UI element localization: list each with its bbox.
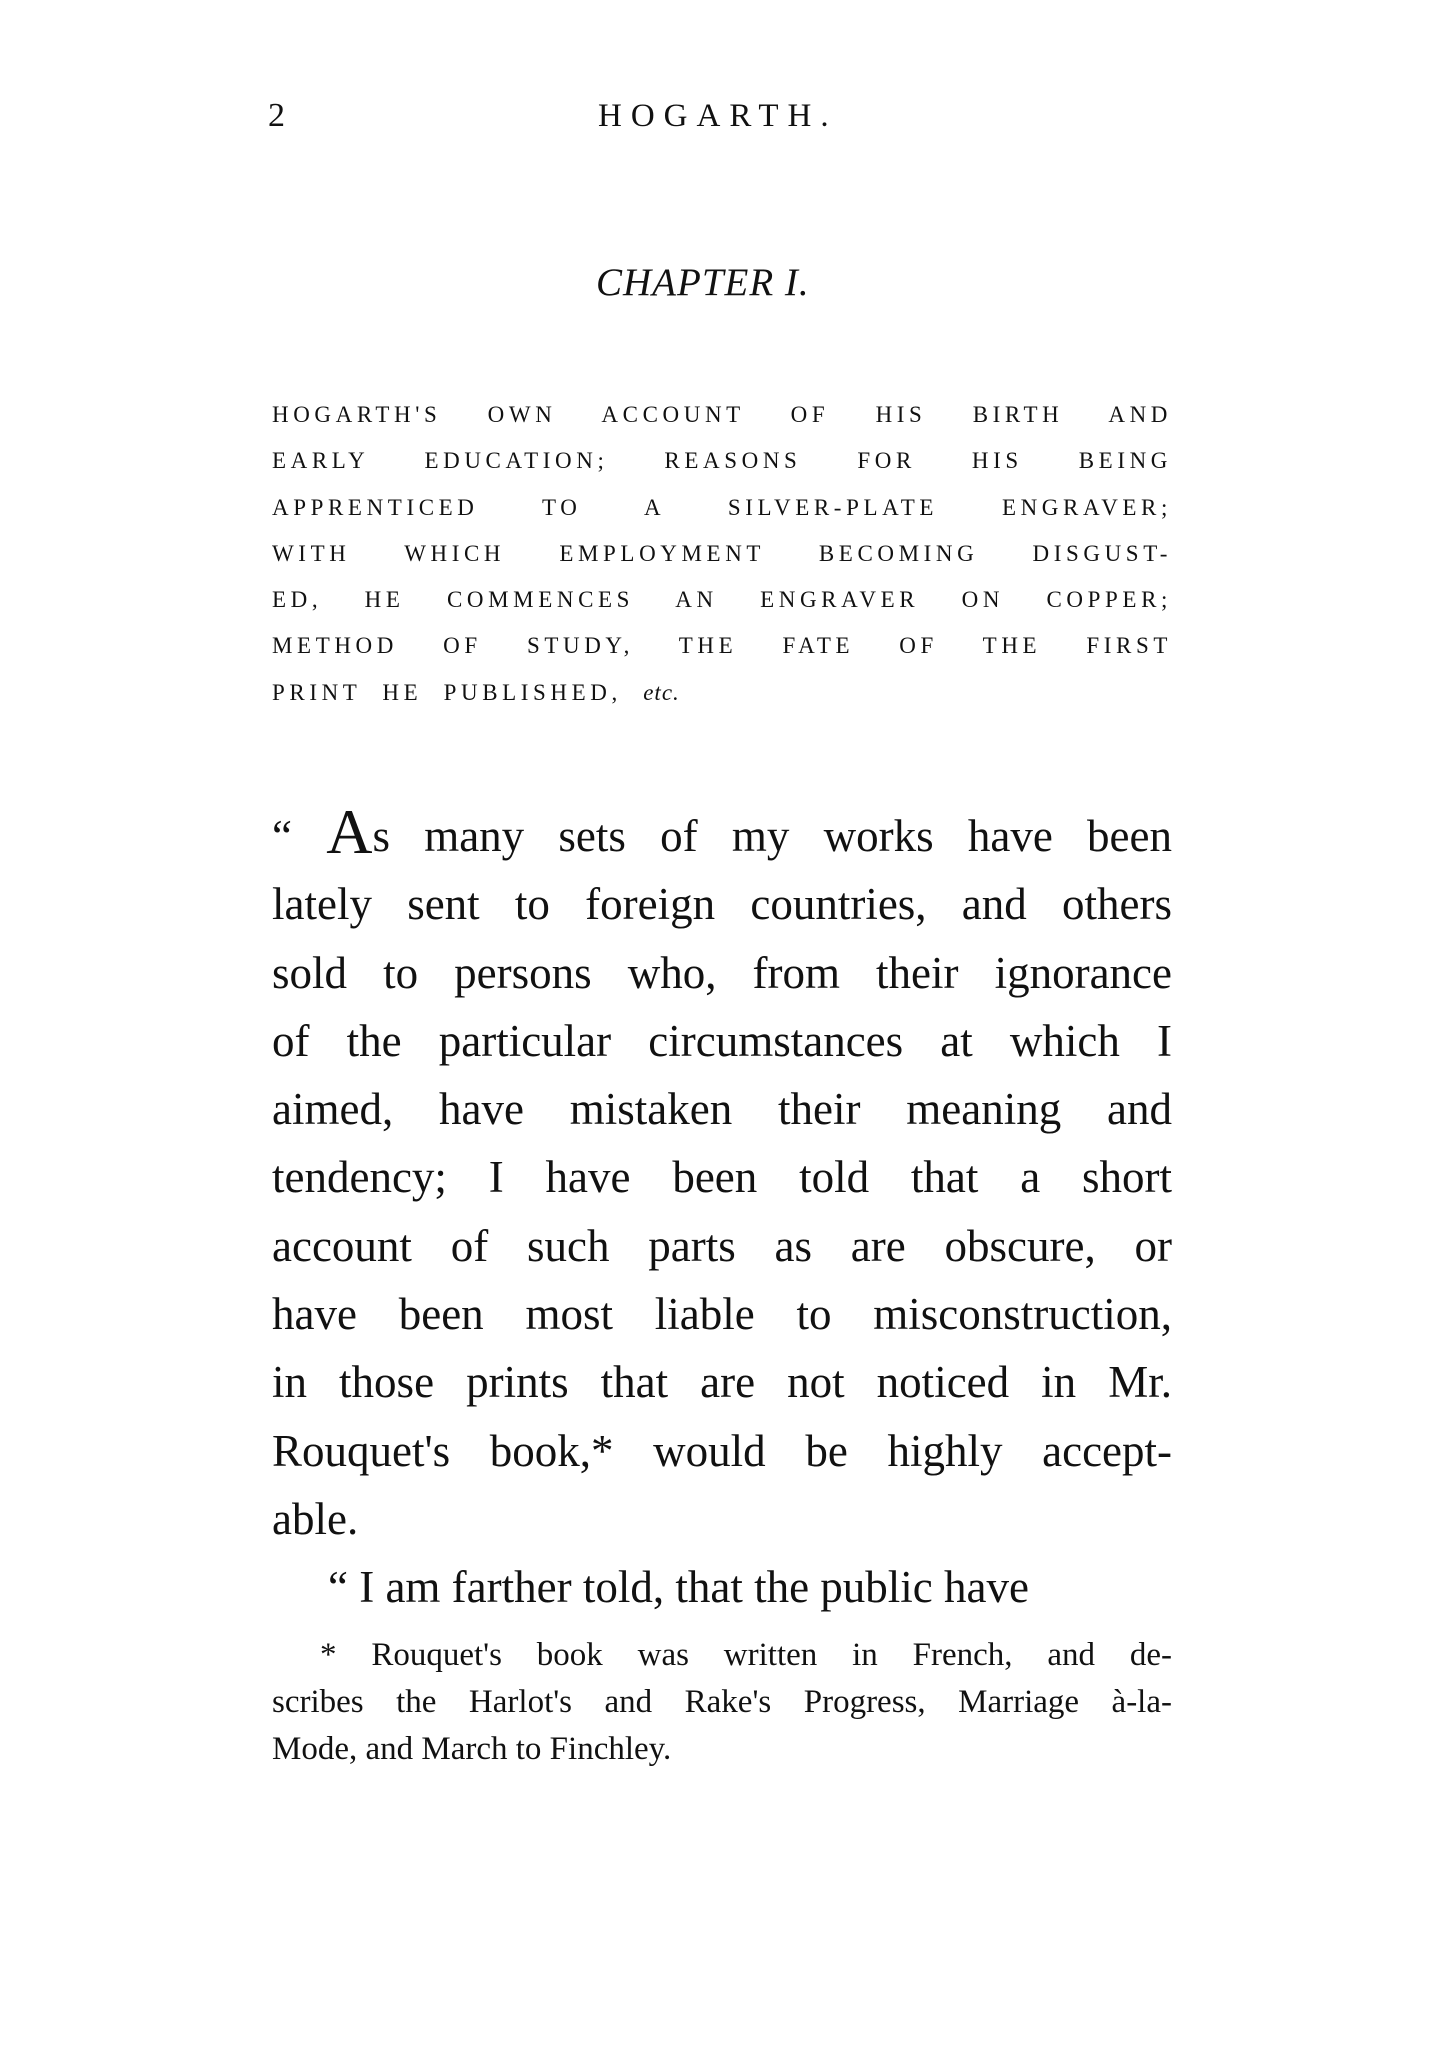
- running-head: HOGARTH.: [598, 98, 838, 134]
- synopsis-line: APPRENTICED TO A SILVER-PLATE ENGRAVER;: [272, 494, 1172, 520]
- paragraph2-first-line: “ I am farther told, that the public have: [328, 1562, 1029, 1613]
- body-line: able.: [272, 1493, 359, 1544]
- synopsis-line-text: PRINT HE PUBLISHED,: [272, 679, 622, 705]
- synopsis-line: METHOD OF STUDY, THE FATE OF THE FIRST: [272, 633, 1172, 659]
- footnote-line: Mode, and March to Finchley.: [272, 1731, 672, 1767]
- footnote: [272, 1632, 1172, 1773]
- body-first-line: [272, 796, 1172, 870]
- body-line: account of such parts as are obscure, or: [272, 1220, 1172, 1271]
- opening-quote: “: [272, 811, 292, 861]
- body-line: Rouquet's book,* would be highly accept-: [272, 1425, 1172, 1476]
- body-text: [272, 796, 1172, 1622]
- footnote-line: scribes the Harlot's and Rake's Progress, Marriage à-la-: [272, 1684, 1172, 1720]
- chapter-synopsis: [272, 392, 1172, 716]
- synopsis-last-line: [272, 670, 1172, 716]
- body-line: tendency; I have been told that a short: [272, 1152, 1172, 1203]
- drop-cap: A: [326, 796, 373, 867]
- page-number: 2: [268, 97, 285, 134]
- synopsis-line: WITH WHICH EMPLOYMENT BECOMING DISGUST-: [272, 540, 1172, 566]
- synopsis-line: EARLY EDUCATION; REASONS FOR HIS BEING: [272, 448, 1172, 474]
- body-line: aimed, have mistaken their meaning and: [272, 1084, 1172, 1135]
- synopsis-line: HOGARTH'S OWN ACCOUNT OF HIS BIRTH AND: [272, 402, 1172, 427]
- footnote-line: * Rouquet's book was written in French, and de-: [320, 1637, 1172, 1673]
- body-line: of the particular circumstances at which I: [272, 1015, 1172, 1066]
- first-line-text: s many sets of my works have been: [372, 811, 1172, 861]
- body-line: lately sent to foreign countries, and others: [272, 879, 1172, 930]
- body-line: have been most liable to misconstruction,: [272, 1289, 1172, 1340]
- synopsis-etc: etc.: [643, 679, 680, 705]
- body-line: sold to persons who, from their ignorance: [272, 947, 1172, 998]
- chapter-title: CHAPTER I.: [596, 261, 810, 304]
- body-line: in those prints that are not noticed in Mr.: [272, 1357, 1172, 1408]
- synopsis-line: ED, HE COMMENCES AN ENGRAVER ON COPPER;: [272, 587, 1172, 613]
